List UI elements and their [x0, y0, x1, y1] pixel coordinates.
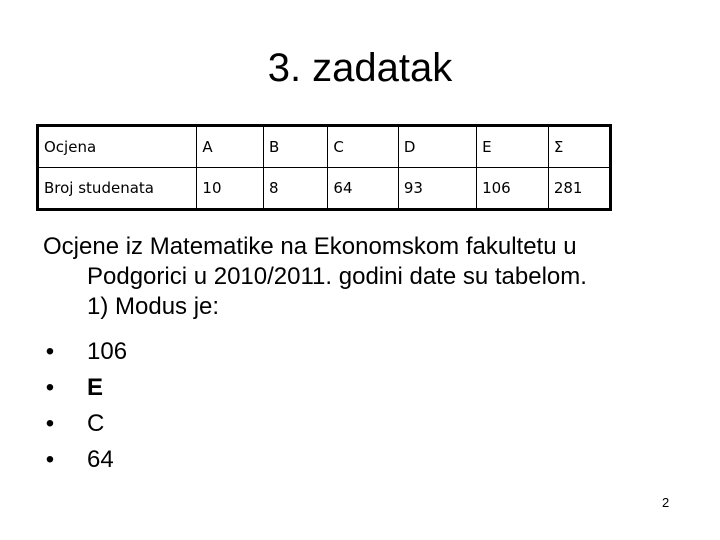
table-cell: 106	[477, 168, 549, 210]
row-header-grade: Ocjena	[38, 126, 197, 168]
table-cell: 281	[548, 168, 610, 210]
table-cell: A	[197, 126, 264, 168]
question-line: Podgorici u 2010/2011. godini date su tabelom.	[87, 263, 587, 290]
table-cell: B	[264, 126, 328, 168]
row-header-students: Broj studenata	[38, 168, 197, 210]
page-number: 2	[662, 495, 670, 510]
question-text	[43, 232, 683, 322]
bullet-icon: •	[45, 410, 55, 437]
table-row	[38, 126, 611, 168]
grades-table	[36, 124, 612, 211]
bullet-icon: •	[45, 446, 55, 473]
table-row	[38, 168, 611, 210]
table-cell: 8	[264, 168, 328, 210]
bullet-icon: •	[45, 374, 55, 401]
question-line: Ocjene iz Matematike na Ekonomskom fakultetu u	[43, 233, 577, 260]
bullet-icon: •	[45, 338, 55, 365]
option-text: 106	[87, 338, 128, 365]
option-text-correct: E	[87, 374, 104, 401]
table-cell: C	[328, 126, 398, 168]
slide-title: 3. zadatak	[267, 46, 453, 90]
table-cell: 93	[398, 168, 476, 210]
option-text: 64	[87, 446, 114, 473]
table-cell: Σ	[548, 126, 610, 168]
table-cell: 10	[197, 168, 264, 210]
table-cell: 64	[328, 168, 398, 210]
table-cell: E	[477, 126, 549, 168]
question-line: 1) Modus je:	[87, 293, 220, 320]
option-text: C	[87, 410, 105, 437]
table-cell: D	[398, 126, 476, 168]
